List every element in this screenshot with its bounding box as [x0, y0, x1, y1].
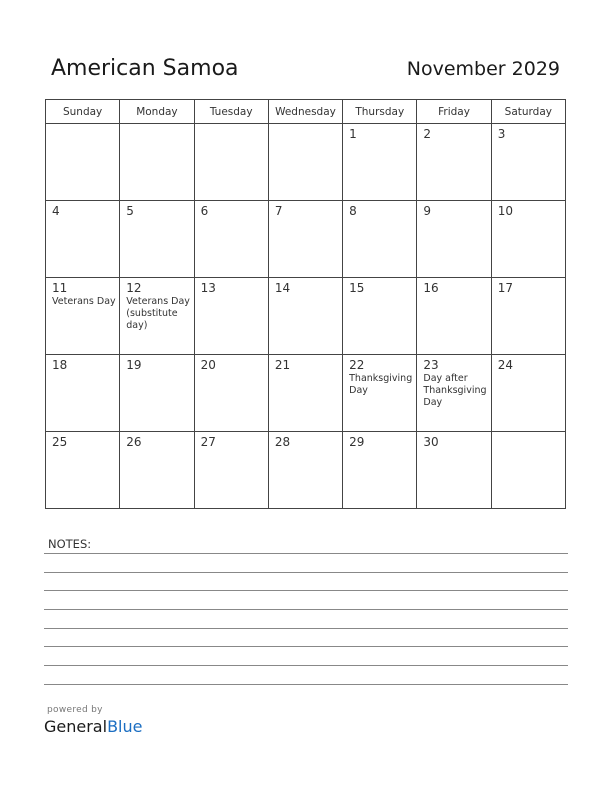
calendar-day-cell[interactable]	[417, 201, 491, 278]
weekday-header-row	[46, 100, 566, 124]
day-number: 8	[349, 204, 357, 218]
note-line	[44, 590, 568, 591]
month-title: November 2029	[406, 58, 560, 80]
day-number: 20	[200, 358, 216, 372]
note-line	[44, 628, 568, 629]
calendar-day-cell[interactable]	[343, 201, 417, 278]
day-number: 18	[52, 358, 68, 372]
calendar-day-cell[interactable]	[194, 432, 268, 509]
calendar-day-cell[interactable]	[194, 355, 268, 432]
calendar-day-cell[interactable]	[46, 124, 120, 201]
day-number: 25	[52, 435, 68, 449]
calendar-day-cell[interactable]	[268, 124, 342, 201]
calendar-day-cell[interactable]	[491, 355, 565, 432]
calendar-day-cell[interactable]	[120, 201, 194, 278]
calendar-week-row	[46, 432, 566, 509]
calendar-day-cell[interactable]	[491, 124, 565, 201]
calendar-day-cell[interactable]	[343, 278, 417, 355]
calendar-week-row	[46, 201, 566, 278]
calendar-day-cell[interactable]	[343, 355, 417, 432]
calendar-day-cell[interactable]	[491, 278, 565, 355]
day-number: 28	[274, 435, 291, 449]
holiday-label: Veterans Day	[52, 296, 116, 307]
brand-general: General	[44, 717, 108, 736]
calendar-day-cell[interactable]	[46, 355, 120, 432]
day-number: 23	[423, 358, 439, 372]
day-number: 9	[423, 204, 432, 218]
day-number: 17	[497, 281, 513, 295]
day-number: 27	[200, 435, 216, 449]
powered-by-text: powered by	[47, 705, 103, 715]
day-number: 2	[423, 127, 432, 141]
day-number: 6	[200, 204, 209, 218]
weekday-monday: Monday	[120, 100, 194, 124]
day-number: 21	[274, 358, 291, 372]
note-line	[44, 665, 568, 666]
calendar-day-cell[interactable]	[417, 278, 491, 355]
calendar-day-cell[interactable]	[417, 124, 491, 201]
calendar-day-cell[interactable]	[491, 432, 565, 509]
holiday-label: Veterans Day (substitute day)	[126, 296, 190, 331]
weekday-tuesday: Tuesday	[194, 100, 268, 124]
day-number: 10	[497, 204, 513, 218]
calendar-day-cell[interactable]	[120, 124, 194, 201]
calendar-day-cell[interactable]	[417, 355, 491, 432]
holiday-label: Thanksgiving Day	[349, 373, 413, 396]
calendar-day-cell[interactable]	[491, 201, 565, 278]
brand-blue: Blue	[107, 717, 143, 736]
note-line	[44, 553, 568, 554]
calendar-day-cell[interactable]	[268, 355, 342, 432]
day-number: 15	[349, 281, 365, 295]
day-number: 3	[497, 127, 506, 141]
day-number: 12	[126, 281, 142, 295]
calendar-day-cell[interactable]	[46, 278, 120, 355]
calendar-day-cell[interactable]	[268, 432, 342, 509]
day-number: 24	[497, 358, 513, 372]
day-number: 19	[126, 358, 142, 372]
calendar-grid	[45, 99, 566, 509]
note-line	[44, 646, 568, 647]
day-number: 5	[126, 204, 134, 218]
calendar-day-cell[interactable]	[268, 278, 342, 355]
day-number: 13	[200, 281, 216, 295]
calendar-day-cell[interactable]	[46, 201, 120, 278]
note-line	[44, 684, 568, 685]
weekday-thursday: Thursday	[343, 100, 417, 124]
notes-label: NOTES:	[48, 537, 92, 551]
note-line	[44, 609, 568, 610]
weekday-wednesday: Wednesday	[268, 100, 342, 124]
day-number: 16	[423, 281, 439, 295]
calendar-day-cell[interactable]	[120, 278, 194, 355]
day-number: 7	[274, 204, 283, 218]
day-number: 30	[423, 435, 439, 449]
weekday-saturday: Saturday	[491, 100, 565, 124]
calendar-day-cell[interactable]	[194, 201, 268, 278]
calendar-day-cell[interactable]	[194, 278, 268, 355]
day-number: 1	[349, 127, 357, 141]
calendar-day-cell[interactable]	[194, 124, 268, 201]
calendar-day-cell[interactable]	[268, 201, 342, 278]
calendar-day-cell[interactable]	[343, 432, 417, 509]
calendar-day-cell[interactable]	[46, 432, 120, 509]
calendar-week-row	[46, 124, 566, 201]
calendar-day-cell[interactable]	[417, 432, 491, 509]
holiday-label: Day after Thanksgiving Day	[423, 373, 487, 408]
day-number: 22	[349, 358, 365, 372]
calendar-day-cell[interactable]	[343, 124, 417, 201]
country-title: American Samoa	[51, 56, 239, 81]
day-number: 11	[52, 281, 68, 295]
note-line	[44, 572, 568, 573]
day-number: 29	[349, 435, 365, 449]
day-number: 4	[52, 204, 60, 218]
weekday-sunday: Sunday	[46, 100, 120, 124]
generalblue-logo[interactable]	[44, 717, 142, 736]
weekday-friday: Friday	[417, 100, 491, 124]
calendar-day-cell[interactable]	[120, 432, 194, 509]
calendar-week-row	[46, 278, 566, 355]
calendar-week-row	[46, 355, 566, 432]
day-number: 26	[126, 435, 142, 449]
day-number: 14	[274, 281, 291, 295]
calendar-day-cell[interactable]	[120, 355, 194, 432]
